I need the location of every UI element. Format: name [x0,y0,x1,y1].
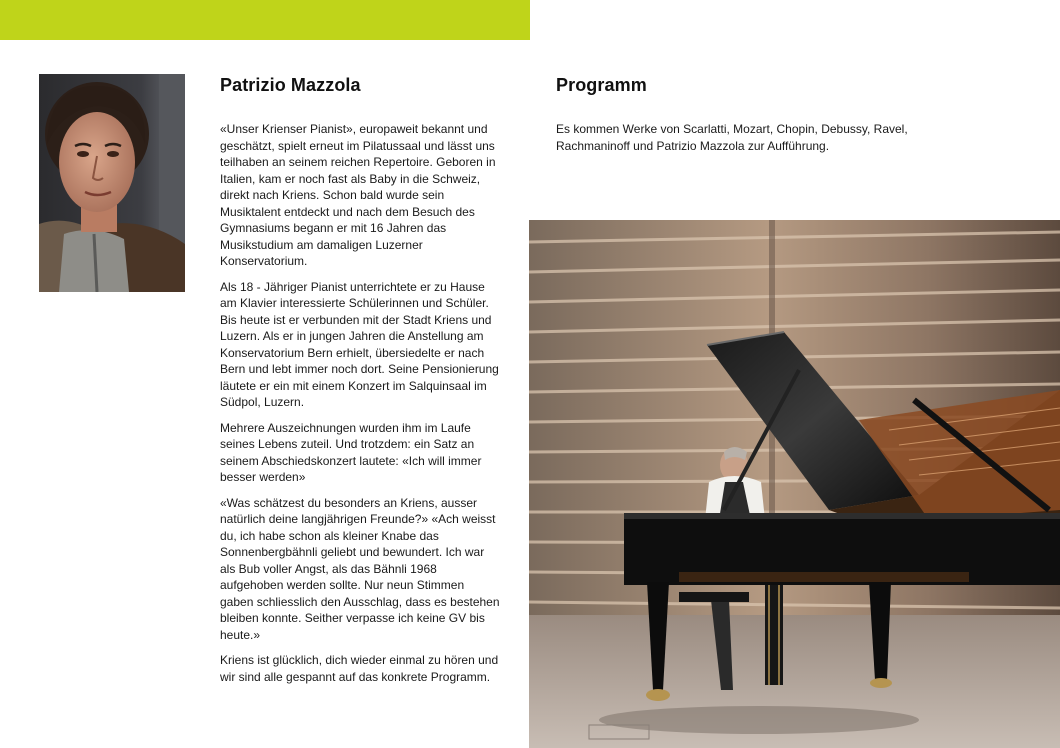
concert-photo [529,220,1060,748]
portrait-photo [39,74,185,292]
bio-paragraph: Kriens ist glücklich, dich wieder einmal zu hören und wir sind alle gespannt auf das konkrete Programm. [220,653,499,684]
bio-title: Patrizio Mazzola [220,75,361,95]
programm-title: Programm [556,75,647,95]
bio-paragraph: Als 18 - Jähriger Pianist unterrichtete er zu Hause am Klavier interessierte Schülerinnen und Schüler. Bis heute ist er verbunden mit der Stadt Kriens und Luzern. Als er in jungen Jahren die Anstellung am Konservatorium Bern erhielt, übersiedelte er nach Bern und lebt immer noch dort. Seine Pensionierung läutete er ein mit einem Konzert im Salquinsaal im Südpol, Luzern. [220,279,499,409]
programm-text: Es kommen Werke von Scarlatti, Mozart, Chopin, Debussy, Ravel, Rachmaninoff und Patrizio Mazzola zur Aufführung. [556,122,908,153]
bio-paragraph: Mehrere Auszeichnungen wurden ihm im Laufe seines Lebens zuteil. Und trotzdem: ein Satz an seinem Abschiedskonzert lautete: «Ich will immer besser werden» [220,420,482,484]
bio-paragraph: «Was schätzest du besonders an Kriens, ausser natürlich deine langjährigen Freunde?» «Ach weisst du, ich habe schon als kleiner Knabe das Sonnenbergbähnli geliebt und bewundert. Ich war als Bub voller Angst, als das Bähnli 1968 aufgehoben werden sollte. Nur neun Stimmen gaben schliesslich den Ausschlag, dass es bestehen bleiben konnte. Seither verpasse ich keine GV bis heute.» [220,495,500,642]
bio-paragraph: «Unser Krienser Pianist», europaweit bekannt und geschätzt, spielt erneut im Pilatussaal und lässt uns teilhaben an seinem reichen Repertoire. Geboren in Italien, kam er noch fast als Baby in die Schweiz, direkt nach Kriens. Schon bald wurde sein Musiktalent entdeckt und nach dem Besuch des Gymnasiums begann er mit 16 Jahren das Musikstudium am damaligen Luzerner Konservatorium. [220,122,496,268]
header-accent-bar [0,0,530,40]
bio-text [220,121,500,694]
